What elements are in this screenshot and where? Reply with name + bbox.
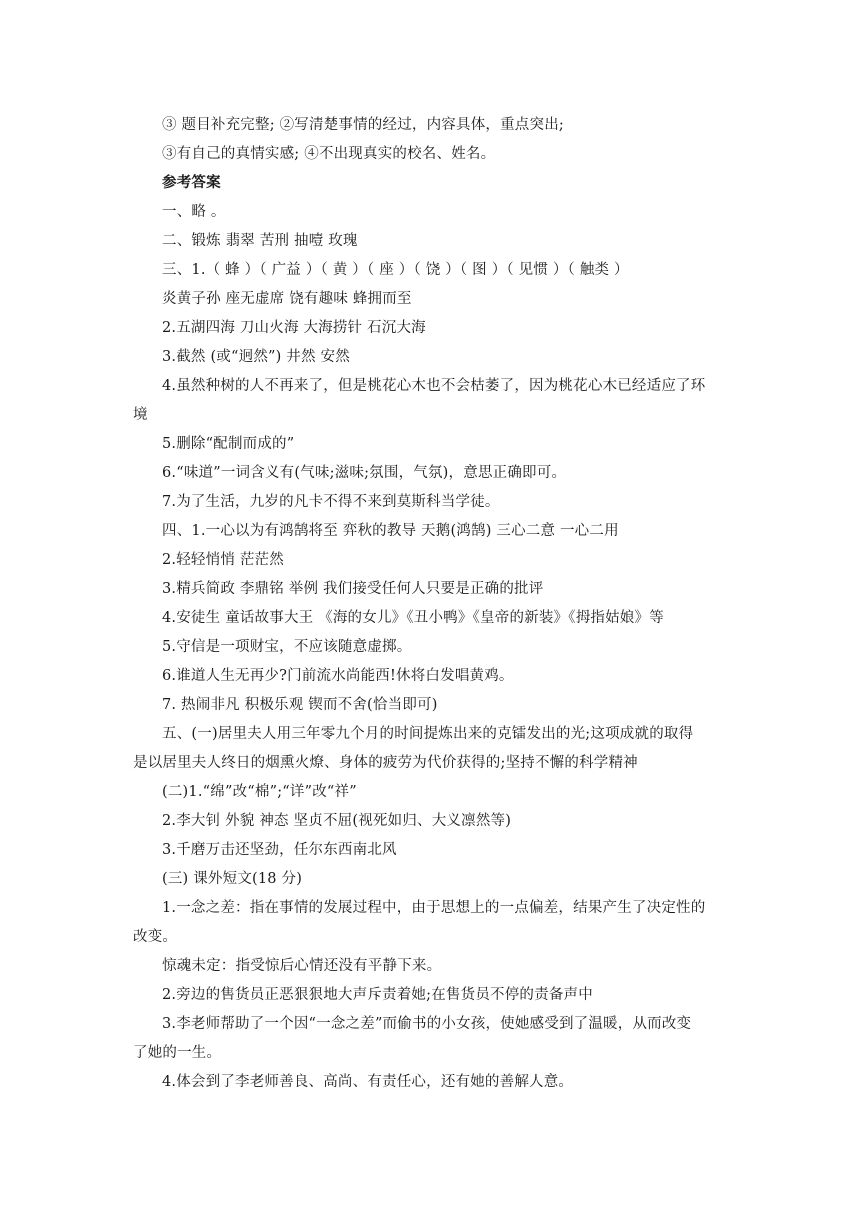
answer-line-wrap: 境 (133, 407, 148, 423)
answer-line: 3.千磨万击还坚劲，任尔东西南北风 (162, 842, 397, 858)
answer-line: 2.旁边的售货员正恶狠狠地大声斥责着她;在售货员不停的责备声中 (162, 987, 593, 1003)
answer-line: 4.安徒生 童话故事大王 《海的女儿》《丑小鸭》《皇帝的新装》《拇指姑娘》等 (162, 610, 664, 626)
answer-line: 5.守信是一项财宝，不应该随意虚掷。 (162, 639, 412, 655)
answer-line: 五、(一)居里夫人用三年零九个月的时间提炼出来的克镭发出的光;这项成就的取得 (162, 726, 694, 742)
requirement-line-2: ③有自己的真情实感; ④不出现真实的校名、姓名。 (162, 146, 496, 162)
requirement-line-1: ③ 题目补充完整; ②写清楚事情的经过，内容具体，重点突出; (162, 117, 564, 133)
answer-line: 3.截然 (或“迥然”) 井然 安然 (162, 349, 350, 365)
answer-line: 5.删除“配制而成的” (162, 436, 295, 452)
answer-line: 6.谁道人生无再少?门前流水尚能西!休将白发唱黄鸡。 (162, 668, 514, 684)
answer-line: (三) 课外短文(18 分) (162, 871, 303, 887)
answer-line: 7.为了生活，九岁的凡卡不得不来到莫斯科当学徒。 (162, 494, 500, 510)
answer-line: 6.“味道”一词含义有(气味;滋味;氛围，气氛)，意思正确即可。 (162, 465, 567, 481)
answer-line: 炎黄子孙 座无虚席 饶有趣味 蜂拥而至 (162, 291, 412, 307)
answer-line-wrap: 了她的一生。 (133, 1045, 222, 1061)
answer-line: 4.体会到了李老师善良、高尚、有责任心，还有她的善解人意。 (162, 1074, 574, 1090)
answer-line: (二)1.“绵”改“棉”;“详”改“祥” (162, 784, 357, 800)
answer-line: 1.一念之差：指在事情的发展过程中，由于思想上的一点偏差，结果产生了决定性的 (162, 900, 706, 916)
answer-line: 7. 热闹非凡 积极乐观 锲而不舍(恰当即可) (162, 697, 438, 713)
section-heading: 参考答案 (162, 174, 221, 191)
answer-line: 2.轻轻悄悄 茫茫然 (162, 552, 284, 568)
answer-line: 3.精兵简政 李鼎铭 举例 我们接受任何人只要是正确的批评 (162, 581, 544, 597)
answer-line: 4.虽然种树的人不再来了，但是桃花心木也不会枯萎了，因为桃花心木已经适应了环 (162, 378, 706, 394)
answer-line: 惊魂未定：指受惊后心情还没有平静下来。 (162, 958, 442, 974)
answer-line-wrap: 是以居里夫人终日的烟熏火燎、身体的疲劳为代价获得的;坚持不懈的科学精神 (133, 755, 638, 771)
answer-line: 四、1.一心以为有鸿鹄将至 弈秋的教导 天鹅(鸿鹄) 三心二意 一心二用 (162, 523, 619, 539)
answer-line: 二、锻炼 翡翠 苦刑 抽噎 玫瑰 (162, 233, 358, 249)
answer-line: 三、1.（ 蜂 ）（ 广益 ）（ 黄 ）（ 座 ）（ 饶 ）（ 图 ）（ 见惯 ）（ 触类 ） (162, 262, 629, 278)
answer-line: 2.五湖四海 刀山火海 大海捞针 石沉大海 (162, 320, 426, 336)
answer-line: 一、略 。 (162, 204, 226, 220)
answer-line: 2.李大钊 外貌 神态 坚贞不屈(视死如归、大义凛然等) (162, 813, 512, 829)
answer-line: 3.李老师帮助了一个因“一念之差”而偷书的小女孩，使她感受到了温暖，从而改变 (162, 1016, 692, 1032)
answer-line-wrap: 改变。 (133, 929, 178, 945)
